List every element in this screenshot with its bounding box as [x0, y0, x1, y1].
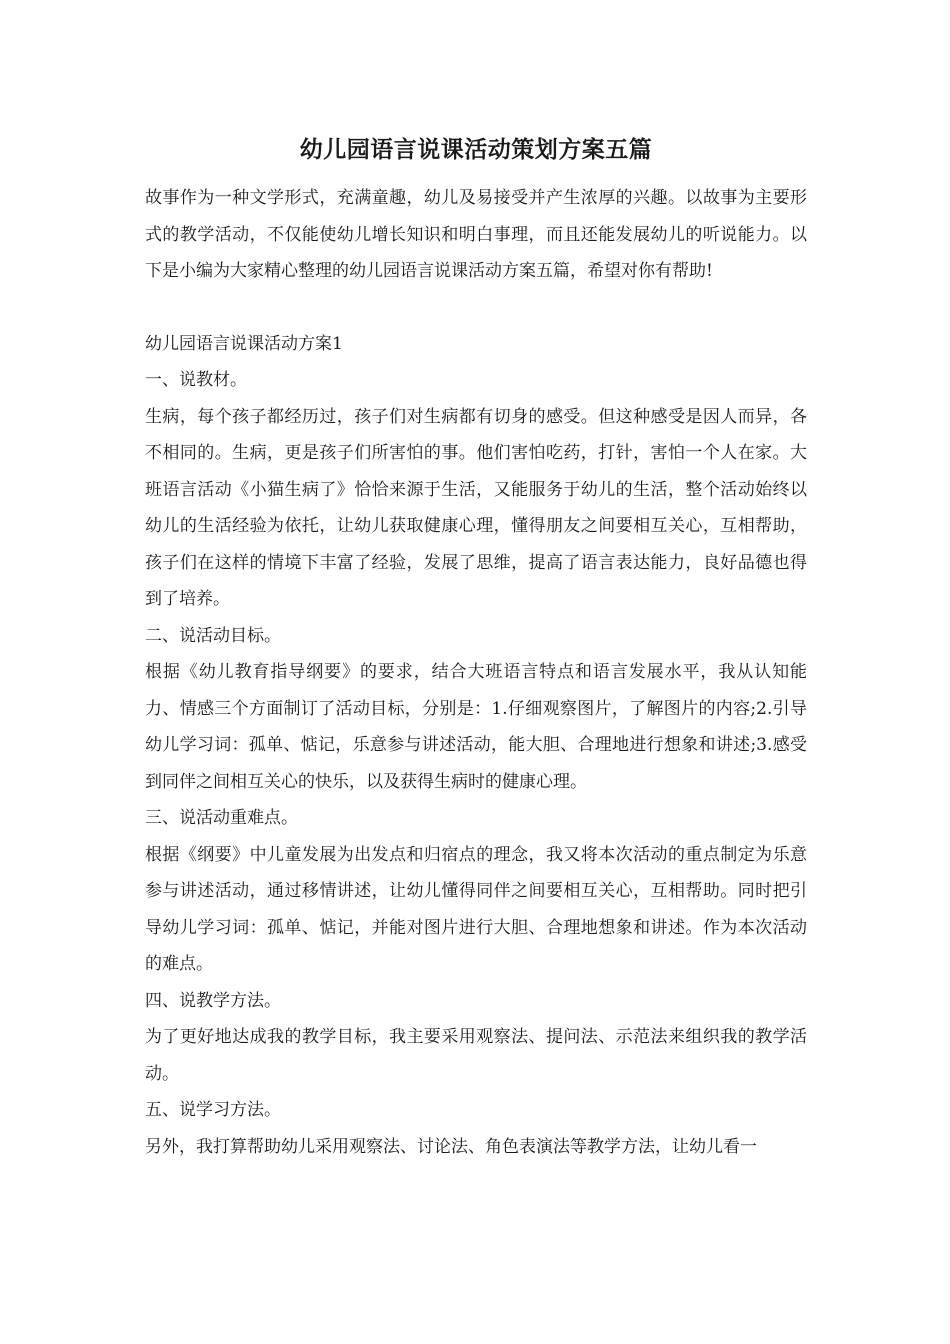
section-body-2: 根据《幼儿教育指导纲要》的要求，结合大班语言特点和语言发展水平，我从认知能力、情感三个方面制订了活动目标，分别是：1.仔细观察图片，了解图片的内容;2.引导幼儿学习词：孤单、惦记，乐意参与讲述活动，能大胆、合理地进行想象和讲述;3.感受到同伴之间相互关心的快乐，以及获得生病时的健康心理。 [145, 662, 807, 792]
section-heading-2: 二、说活动目标。 [145, 625, 281, 646]
section-title: 幼儿园语言说课活动方案1 [145, 333, 343, 354]
section-heading-4: 四、说教学方法。 [145, 990, 281, 1011]
document-title: 幼儿园语言说课活动策划方案五篇 [299, 136, 653, 163]
section-body-5: 另外，我打算帮助幼儿采用观察法、讨论法、角色表演法等教学方法，让幼儿看一 [145, 1136, 757, 1157]
document-content [145, 128, 807, 1165]
section-heading-1: 一、说教材。 [145, 370, 247, 390]
section-spacer [145, 290, 807, 326]
section-body-1: 生病，每个孩子都经历过，孩子们对生病都有切身的感受。但这种感受是因人而异，各不相同的。生病，更是孩子们所害怕的事。他们害怕吃药，打针，害怕一个人在家。大班语言活动《小猫生病了》恰恰来源于生活，又能服务于幼儿的生活，整个活动始终以幼儿的生活经验为依托，让幼儿获取健康心理，懂得朋友之间要相互关心，互相帮助，孩子们在这样的情境下丰富了经验，发展了思维，提高了语言表达能力，良好品德也得到了培养。 [145, 406, 807, 609]
section-body-4: 为了更好地达成我的教学目标，我主要采用观察法、提问法、示范法来组织我的教学活动。 [145, 1027, 807, 1084]
section-heading-5: 五、说学习方法。 [145, 1100, 281, 1120]
section-body-3: 根据《纲要》中儿童发展为出发点和归宿点的理念，我又将本次活动的重点制定为乐意参与讲述活动，通过移情讲述，让幼儿懂得同伴之间要相互关心，互相帮助。同时把引导幼儿学习词：孤单、惦记，并能对图片进行大胆、合理地想象和讲述。作为本次活动的难点。 [145, 844, 807, 974]
intro-paragraph: 故事作为一种文学形式，充满童趣，幼儿及易接受并产生浓厚的兴趣。以故事为主要形式的教学活动，不仅能使幼儿增长知识和明白事理，而且还能发展幼儿的听说能力。以下是小编为大家精心整理的幼儿园语言说课活动方案五篇，希望对你有帮助! [145, 188, 807, 281]
section-heading-3: 三、说活动重难点。 [145, 808, 298, 828]
